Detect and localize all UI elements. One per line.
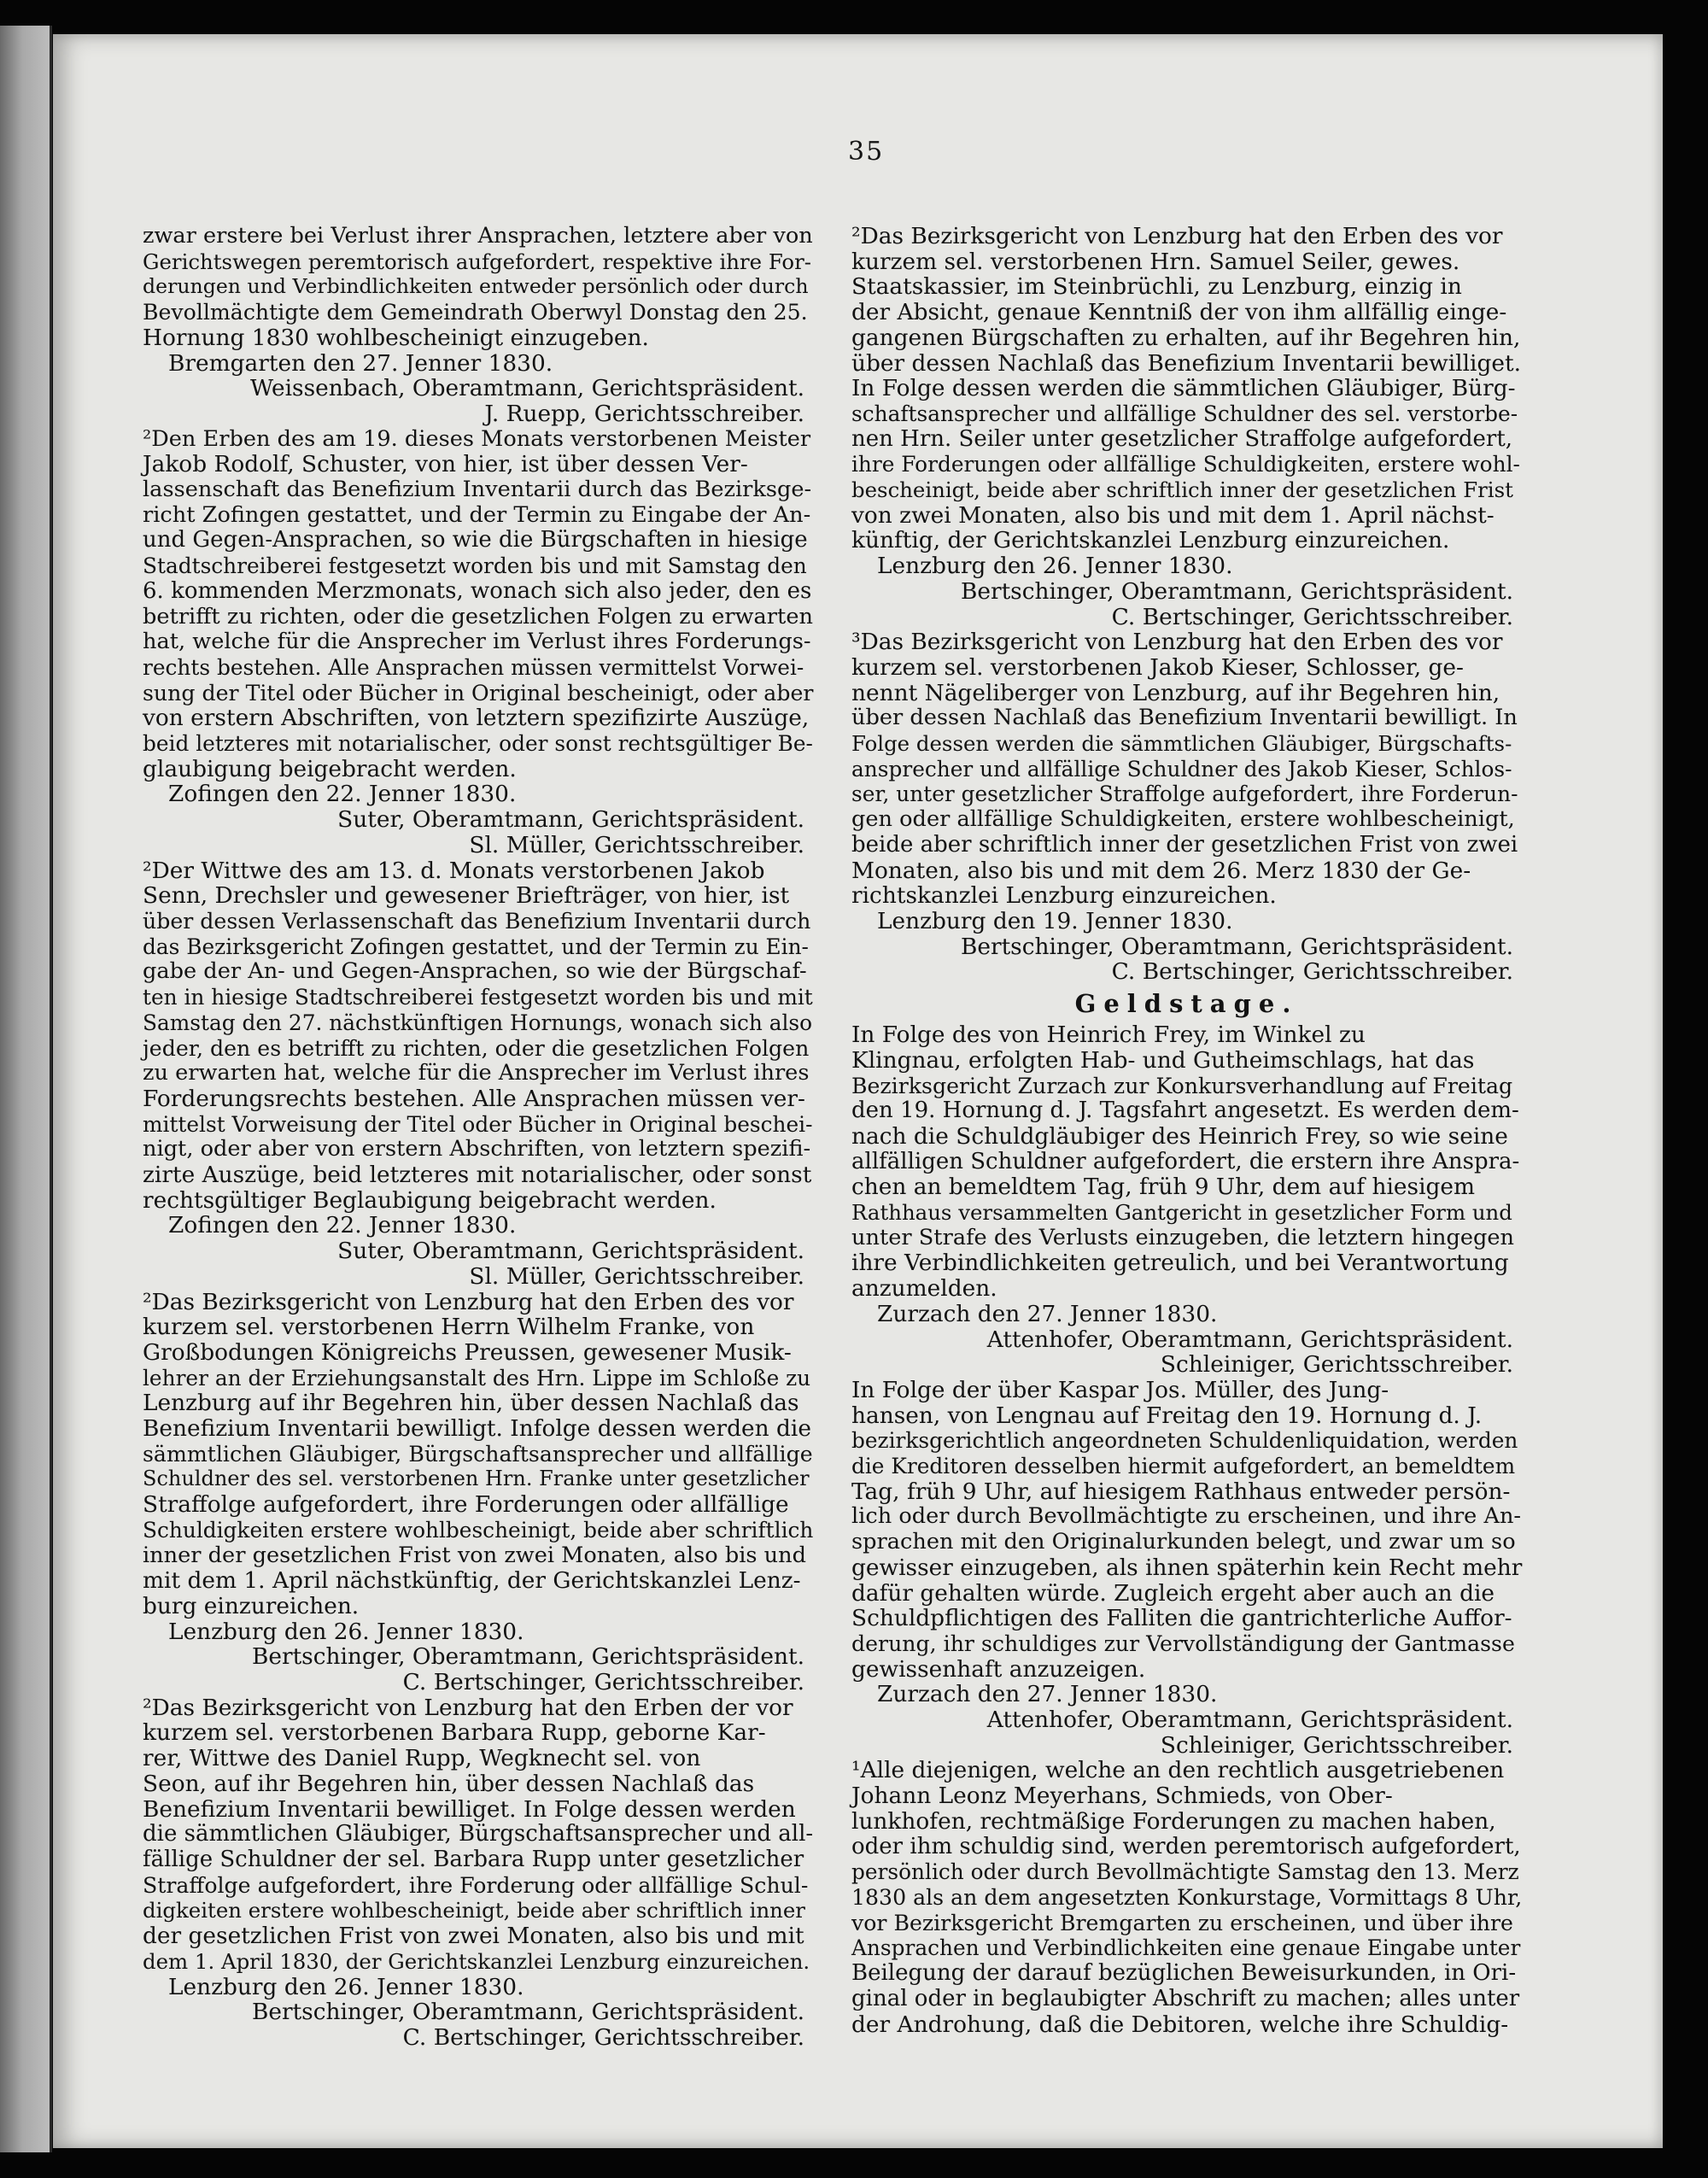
left-page-edge	[0, 26, 52, 2152]
text-line: jeder, den es betrifft zu richten, oder die gesetzlichen Folgen	[143, 1035, 810, 1061]
text-line: bescheinigt, beide aber schriftlich inner der gesetzlichen Frist	[851, 477, 1513, 503]
text-line: inner der gesetzlichen Frist von zwei Monaten, also bis und	[143, 1542, 807, 1568]
text-line: ¹Alle diejenigen, welche an den rechtlich ausgetriebenen	[851, 1757, 1505, 1784]
signature-block	[143, 1238, 813, 1289]
text-line: glaubigung beigebracht werden.	[143, 755, 517, 782]
notice-paragraph	[143, 1695, 813, 1975]
text-line: kurzem sel. verstorbenen Hrn. Samuel Seiler, gewes.	[851, 248, 1460, 275]
notice-paragraph	[143, 224, 813, 351]
signature-block	[851, 1327, 1522, 1378]
notice-paragraph	[143, 427, 813, 782]
notice-paragraph	[851, 1758, 1522, 2037]
dateline	[851, 553, 1522, 579]
text-line: Ansprachen und Verbindlichkeiten eine genaue Eingabe unter	[851, 1935, 1521, 1961]
text-line: Zurzach den 27. Jenner 1830.	[877, 1681, 1218, 1708]
text-line: Lenzburg den 26. Jenner 1830.	[168, 1618, 524, 1645]
text-line: Bertschinger, Oberamtmann, Gerichtspräsident.	[960, 933, 1513, 960]
text-line: nen Hrn. Seiler unter gesetzlicher Straffolge aufgefordert,	[851, 425, 1513, 452]
text-line: gewissenhaft anzuzeigen.	[851, 1655, 1146, 1683]
notice-paragraph	[143, 858, 813, 1214]
text-line: Zofingen den 22. Jenner 1830.	[168, 1212, 517, 1239]
text-line: über dessen Verlassenschaft das Benefizium Inventarii durch	[143, 908, 811, 934]
text-line: sprachen mit den Originalurkunden belegt, und zwar um so	[851, 1529, 1516, 1555]
text-line: Forderungsrechts bestehen. Alle Ansprachen müssen ver-	[143, 1085, 805, 1112]
text-line: Benefizium Inventarii bewilliget. In Folge dessen werden	[143, 1795, 796, 1823]
text-line: Samstag den 27. nächstkünftigen Hornungs, wonach sich also	[143, 1010, 813, 1035]
signature-block	[851, 1707, 1522, 1758]
text-line: sämmtlichen Gläubiger, Bürgschaftsansprecher und allfällige	[143, 1441, 813, 1467]
text-line: lunkhofen, rechtmäßige Forderungen zu machen haben,	[851, 1807, 1496, 1835]
text-line: Johann Leonz Meyerhans, Schmieds, von Ober-	[851, 1783, 1393, 1810]
dateline	[143, 351, 813, 377]
text-line: Seon, auf ihr Begehren hin, über dessen Nachlaß das	[143, 1770, 755, 1797]
text-line: lehrer an der Erziehungsanstalt des Hrn. Lippe im Schloße zu	[143, 1365, 811, 1391]
text-line: Attenhofer, Oberamtmann, Gerichtspräsident.	[986, 1707, 1513, 1734]
text-line: hansen, von Lengnau auf Freitag den 19. Hornung d. J.	[851, 1402, 1483, 1429]
text-line: dem 1. April 1830, der Gerichtskanzlei Lenzburg einzureichen.	[143, 1948, 810, 1974]
text-line: Bertschinger, Oberamtmann, Gerichtspräsident.	[251, 1999, 804, 2026]
text-line: ²Das Bezirksgericht von Lenzburg hat den Erben des vor	[851, 223, 1503, 249]
text-line: nach die Schuldgläubiger des Heinrich Frey, so wie seine	[851, 1122, 1508, 1150]
text-line: C. Bertschinger, Gerichtsschreiber.	[1111, 958, 1513, 986]
text-line: mit dem 1. April nächstkünftig, der Gerichtskanzlei Lenz-	[143, 1567, 801, 1595]
text-line: Bertschinger, Oberamtmann, Gerichtspräsident.	[251, 1643, 804, 1671]
text-line: Monaten, also bis und mit dem 26. Merz 1830 der Ge-	[851, 857, 1471, 884]
left-column	[143, 224, 813, 2051]
text-line: C. Bertschinger, Gerichtsschreiber.	[402, 1669, 804, 1696]
text-line: rer, Wittwe des Daniel Rupp, Wegknecht sel. von	[143, 1745, 701, 1772]
text-line: Schleiniger, Gerichtsschreiber.	[1160, 1351, 1513, 1379]
text-line: zirte Auszüge, beid letzteres mit notarialischer, oder sonst	[143, 1162, 812, 1189]
dateline	[143, 782, 813, 807]
text-line: oder ihm schuldig sind, werden peremtorisch aufgefordert,	[851, 1833, 1521, 1859]
text-line: von erstern Abschriften, von letztern spezifizirte Auszüge,	[143, 705, 810, 732]
text-line: ihre Forderungen oder allfällige Schuldigkeiten, erstere wohl-	[851, 452, 1520, 477]
text-line: Rathhaus versammelten Gantgericht in gesetzlicher Form und	[851, 1200, 1512, 1226]
text-line: Bezirksgericht Zurzach zur Konkursverhandlung auf Freitag	[851, 1073, 1513, 1098]
signature-block	[143, 376, 813, 426]
text-line: von zwei Monaten, also bis und mit dem 1. April nächst-	[851, 501, 1494, 529]
text-line: In Folge dessen werden die sämmtlichen Gläubiger, Bürg-	[851, 375, 1516, 402]
text-line: Sl. Müller, Gerichtsschreiber.	[469, 1262, 804, 1290]
text-line: hat, welche für die Ansprecher im Verlust ihres Forderungs-	[143, 629, 811, 655]
text-line: anzumelden.	[851, 1275, 997, 1303]
text-line: die Kreditoren desselben hiermit aufgefordert, an bemeldtem	[851, 1454, 1516, 1479]
notice-paragraph	[851, 1378, 1522, 1682]
text-line: über dessen Nachlaß das Benefizium Inventarii bewilliget.	[851, 349, 1521, 377]
text-line: burg einzureichen.	[143, 1592, 360, 1619]
text-line: gen oder allfällige Schuldigkeiten, erstere wohlbescheinigt,	[851, 806, 1515, 833]
text-line: Hornung 1830 wohlbescheinigt einzugeben.	[143, 324, 649, 351]
text-line: Schuldner des sel. verstorbenen Hrn. Franke unter gesetzlicher	[143, 1467, 810, 1491]
text-line: lich oder durch Bevollmächtigte zu erscheinen, und ihre An-	[851, 1503, 1522, 1530]
text-line: Geldstage.	[1074, 989, 1299, 1019]
text-line: Suter, Oberamtmann, Gerichtspräsident.	[337, 1238, 804, 1265]
dateline	[143, 1975, 813, 2000]
text-line: allfälligen Schuldner aufgefordert, die erstern ihre Anspra-	[851, 1148, 1520, 1174]
text-line: Lenzburg den 19. Jenner 1830.	[877, 907, 1233, 934]
text-line: gewisser einzugeben, als ihnen späterhin kein Recht mehr	[851, 1554, 1523, 1581]
text-line: ²Das Bezirksgericht von Lenzburg hat den Erben der vor	[143, 1694, 793, 1721]
text-line: Suter, Oberamtmann, Gerichtspräsident.	[337, 806, 804, 834]
text-line: 6. kommenden Merzmonats, wonach sich also jeder, den es	[143, 577, 812, 604]
text-line: kurzem sel. verstorbenen Barbara Rupp, geborne Kar-	[143, 1719, 766, 1747]
dateline	[143, 1213, 813, 1238]
text-line: digkeiten erstere wohlbescheinigt, beide aber schriftlich inner	[143, 1898, 805, 1923]
text-line: Lenzburg den 26. Jenner 1830.	[168, 1973, 524, 2000]
text-line: künftig, der Gerichtskanzlei Lenzburg einzureichen.	[851, 527, 1450, 554]
text-line: kurzem sel. verstorbenen Jakob Kieser, Schlosser, ge-	[851, 653, 1464, 681]
text-line: Stadtschreiberei festgesetzt worden bis und mit Samstag den	[143, 553, 807, 579]
text-line: der Androhung, daß die Debitoren, welche ihre Schuldig-	[851, 2011, 1509, 2038]
text-line: mittelst Vorweisung der Titel oder Bücher in Original beschei-	[143, 1111, 813, 1137]
text-line: den 19. Hornung d. J. Tagsfahrt angesetzt. Es werden dem-	[851, 1098, 1519, 1124]
text-line: Schuldpflichtigen des Falliten die gantrichterliche Auffor-	[851, 1605, 1512, 1632]
dateline	[851, 1682, 1522, 1707]
text-line: chen an bemeldtem Tag, früh 9 Uhr, dem auf hiesigem	[851, 1174, 1476, 1201]
text-line: Lenzburg auf ihr Begehren hin, über dessen Nachlaß das	[143, 1390, 799, 1417]
text-line: beide aber schriftlich inner der gesetzlichen Frist von zwei	[851, 831, 1518, 858]
text-line: Benefizium Inventarii bewilligt. Infolge dessen werden die	[143, 1415, 811, 1443]
dateline	[851, 1302, 1522, 1327]
text-line: Staatskassier, im Steinbrüchli, zu Lenzburg, einzig in	[851, 273, 1462, 301]
text-line: Senn, Drechsler und gewesener Briefträger, von hier, ist	[143, 882, 790, 910]
text-line: betrifft zu richten, oder die gesetzlichen Folgen zu erwarten	[143, 603, 813, 629]
text-line: und Gegen-Ansprachen, so wie die Bürgschaften in hiesige	[143, 527, 808, 553]
text-line: In Folge des von Heinrich Frey, im Winkel zu	[851, 1022, 1366, 1049]
text-line: zwar erstere bei Verlust ihrer Ansprachen, letztere aber von	[143, 223, 813, 249]
right-column	[851, 224, 1522, 2037]
text-line: ²Das Bezirksgericht von Lenzburg hat den Erben des vor	[143, 1288, 794, 1315]
signature-block	[143, 1999, 813, 2050]
signature-block	[851, 934, 1522, 985]
text-line: Schleiniger, Gerichtsschreiber.	[1160, 1731, 1513, 1759]
text-line: Lenzburg den 26. Jenner 1830.	[877, 553, 1233, 580]
text-line: Tag, früh 9 Uhr, auf hiesigem Rathhaus entweder persön-	[851, 1478, 1511, 1505]
text-line: Zurzach den 27. Jenner 1830.	[877, 1300, 1218, 1327]
text-line: Sl. Müller, Gerichtsschreiber.	[469, 831, 804, 858]
dateline	[143, 1619, 813, 1645]
text-line: persönlich oder durch Bevollmächtigte Samstag den 13. Merz	[851, 1859, 1519, 1885]
text-line: ten in hiesige Stadtschreiberei festgesetzt worden bis und mit	[143, 985, 813, 1010]
signature-block	[851, 579, 1522, 629]
notice-paragraph	[851, 629, 1522, 909]
text-line: C. Bertschinger, Gerichtsschreiber.	[402, 2023, 804, 2051]
text-line: beid letzteres mit notarialischer, oder sonst rechtsgültiger Be-	[143, 731, 813, 757]
text-line: gangenen Bürgschaften zu erhalten, auf ihr Begehren hin,	[851, 324, 1521, 351]
text-line: Jakob Rodolf, Schuster, von hier, ist über dessen Ver-	[143, 451, 748, 478]
notice-paragraph	[851, 1022, 1522, 1302]
text-line: zu erwarten hat, welche für die Ansprecher im Verlust ihres	[143, 1060, 810, 1086]
text-line: Gerichtswegen peremtorisch aufgefordert, respektive ihre For-	[143, 249, 811, 274]
notice-paragraph	[143, 1290, 813, 1619]
text-line: Schuldigkeiten erstere wohlbescheinigt, beide aber schriftlich	[143, 1517, 814, 1543]
text-line: Folge dessen werden die sämmtlichen Gläubiger, Bürgschafts-	[851, 731, 1512, 757]
text-line: unter Strafe des Verlusts einzugeben, die letztern hingegen	[851, 1224, 1515, 1250]
text-line: richtskanzlei Lenzburg einzureichen.	[851, 882, 1277, 910]
text-line: rechts bestehen. Alle Ansprachen müssen vermittelst Vorwei-	[143, 654, 804, 680]
text-line: derungen und Verbindlichkeiten entweder persönlich oder durch	[143, 274, 809, 299]
signature-block	[143, 1644, 813, 1695]
text-line: richt Zofingen gestattet, und der Termin zu Eingabe der An-	[143, 501, 811, 528]
section-heading	[851, 985, 1522, 1022]
text-line: schaftsansprecher und allfällige Schuldner des sel. verstorbe-	[851, 401, 1518, 426]
text-line: fällige Schuldner der sel. Barbara Rupp unter gesetzlicher	[143, 1847, 804, 1872]
text-line: ginal oder in beglaubigter Abschrift zu machen; alles unter	[851, 1985, 1520, 2011]
text-line: dafür gehalten würde. Zugleich ergeht aber auch an die	[851, 1579, 1495, 1607]
text-line: Bremgarten den 27. Jenner 1830.	[168, 349, 553, 377]
text-line: nigt, oder aber von erstern Abschriften, von letztern spezifi-	[143, 1136, 811, 1162]
text-line: Weissenbach, Oberamtmann, Gerichtspräsident.	[250, 375, 804, 402]
text-line: Klingnau, erfolgten Hab- und Gutheimschlags, hat das	[851, 1046, 1475, 1074]
newspaper-page	[53, 34, 1663, 2148]
signature-block	[143, 807, 813, 858]
text-line: ²Der Wittwe des am 13. d. Monats verstorbenen Jakob	[143, 857, 765, 884]
text-line: ser, unter gesetzlicher Straffolge aufgefordert, ihre Forderun-	[851, 782, 1518, 807]
text-line: Straffolge aufgefordert, ihre Forderung oder allfällige Schul-	[143, 1872, 809, 1898]
text-line: derung, ihr schuldiges zur Vervollständigung der Gantmasse	[851, 1631, 1515, 1656]
text-line: nennt Nägeliberger von Lenzburg, auf ihr Begehren hin,	[851, 679, 1500, 706]
text-line: die sämmtlichen Gläubiger, Bürgschaftsansprecher und all-	[143, 1821, 814, 1847]
text-line: lassenschaft das Benefizium Inventarii durch das Bezirksge-	[143, 477, 812, 503]
text-line: Großbodungen Königreichs Preussen, gewesener Musik-	[143, 1338, 792, 1366]
text-line: Bevollmächtigte dem Gemeindrath Oberwyl Donstag den 25.	[143, 300, 808, 325]
text-line: ansprecher und allfällige Schuldner des Jakob Kieser, Schlos-	[851, 756, 1512, 782]
text-line: J. Ruepp, Gerichtsschreiber.	[484, 400, 804, 427]
text-line: Straffolge aufgefordert, ihre Forderungen oder allfällige	[143, 1491, 789, 1519]
text-line: der gesetzlichen Frist von zwei Monaten, also bis und mit	[143, 1923, 804, 1950]
page-number: 35	[848, 137, 885, 167]
text-line: der Absicht, genaue Kenntniß der von ihm allfällig einge-	[851, 299, 1507, 326]
text-line: vor Bezirksgericht Bremgarten zu erscheinen, und über ihre	[851, 1910, 1513, 1935]
dateline	[851, 909, 1522, 934]
text-line: C. Bertschinger, Gerichtsschreiber.	[1111, 603, 1513, 630]
text-line: über dessen Nachlaß das Benefizium Inventarii bewilligt. In	[851, 705, 1518, 731]
text-line: 1830 als an dem angesetzten Konkurstage, Vormittags 8 Uhr,	[851, 1885, 1523, 1910]
text-line: bezirksgerichtlich angeordneten Schuldenliquidation, werden	[851, 1428, 1518, 1454]
text-line: Zofingen den 22. Jenner 1830.	[168, 781, 517, 808]
notice-paragraph	[851, 224, 1522, 553]
text-line: gabe der An- und Gegen-Ansprachen, so wie der Bürgschaf-	[143, 958, 807, 985]
text-line: ³Das Bezirksgericht von Lenzburg hat den Erben des vor	[851, 629, 1503, 656]
text-line: Bertschinger, Oberamtmann, Gerichtspräsident.	[960, 577, 1513, 605]
text-line: ²Den Erben des am 19. dieses Monats verstorbenen Meister	[143, 425, 811, 452]
text-line: sung der Titel oder Bücher in Original bescheinigt, oder aber	[143, 680, 814, 706]
text-line: Beilegung der darauf bezüglichen Beweisurkunden, in Ori-	[851, 1960, 1517, 1987]
text-line: ihre Verbindlichkeiten getreulich, und bei Verantwortung	[851, 1250, 1509, 1277]
text-line: Attenhofer, Oberamtmann, Gerichtspräsident.	[986, 1326, 1513, 1353]
text-line: das Bezirksgericht Zofingen gestattet, und der Termin zu Ein-	[143, 934, 809, 959]
text-line: rechtsgültiger Beglaubigung beigebracht werden.	[143, 1186, 717, 1214]
text-line: In Folge der über Kaspar Jos. Müller, des Jung-	[851, 1376, 1389, 1403]
text-line: kurzem sel. verstorbenen Herrn Wilhelm Franke, von	[143, 1314, 755, 1341]
